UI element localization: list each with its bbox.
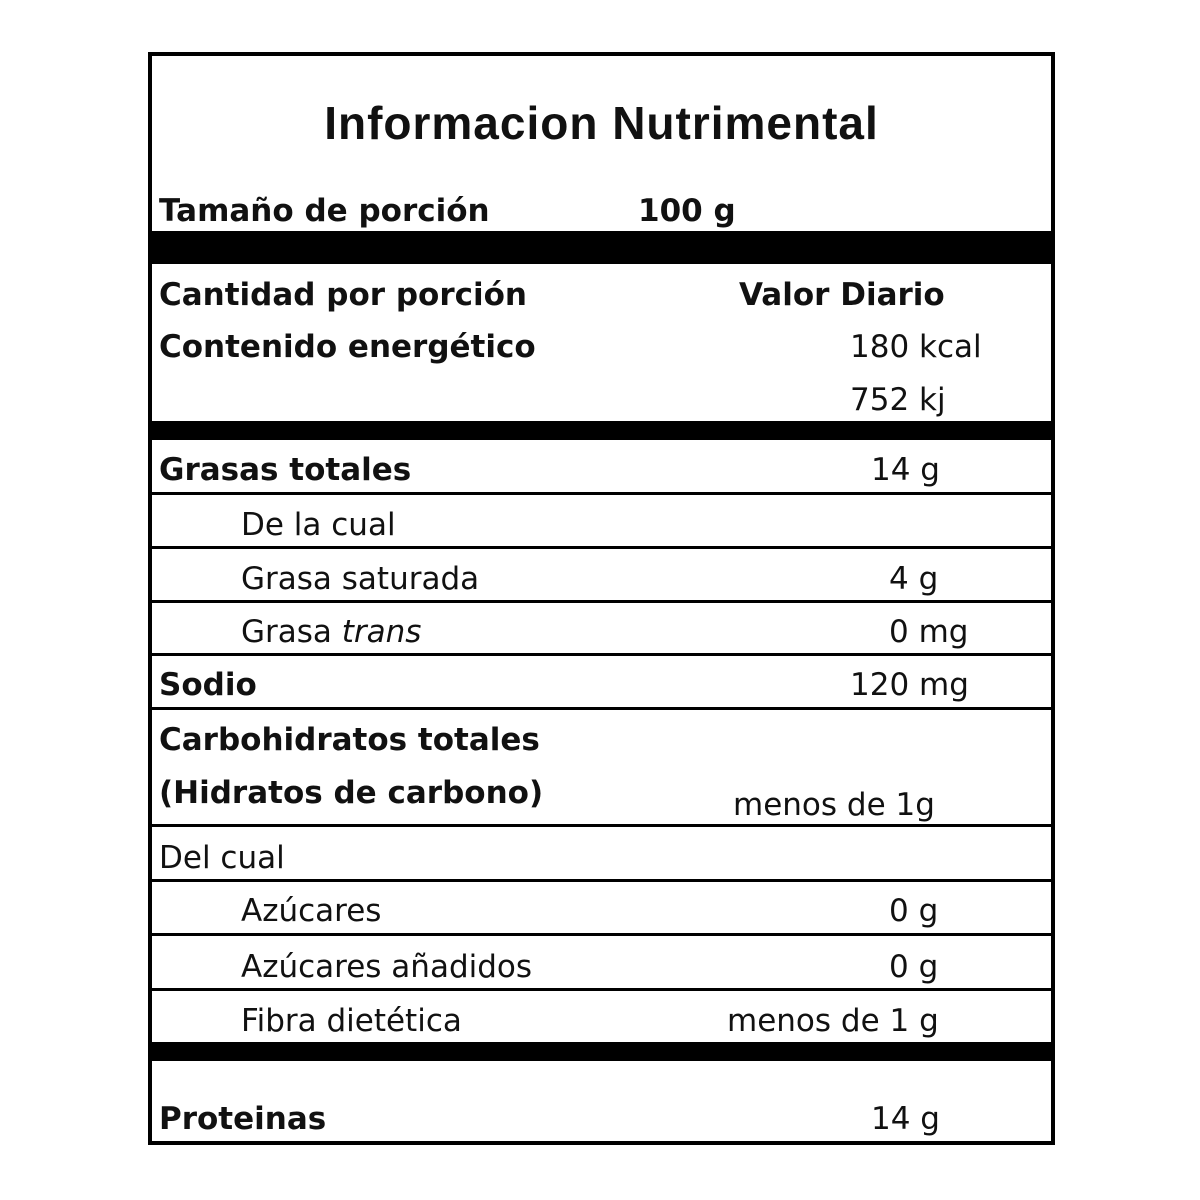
total-fat-label: Grasas totales	[159, 452, 412, 488]
sugars-value: 0 g	[889, 893, 939, 929]
energy-label: Contenido energético	[159, 329, 536, 365]
daily-value-label: Valor Diario	[739, 277, 945, 313]
row-divider	[152, 546, 1051, 549]
row-divider	[152, 933, 1051, 936]
sugars-label: Azúcares	[241, 893, 382, 929]
trans-fat-word: trans	[341, 614, 422, 650]
serving-size-label: Tamaño de porción	[159, 193, 490, 229]
sodium-label: Sodio	[159, 667, 257, 703]
total-carbs-label-line2: (Hidratos de carbono)	[159, 775, 544, 811]
thick-divider	[152, 1042, 1051, 1061]
trans-fat-label	[241, 614, 422, 650]
energy-kcal-value: 180 kcal	[850, 329, 982, 365]
saturated-fat-value: 4 g	[889, 561, 939, 597]
trans-fat-value: 0 mg	[889, 614, 969, 650]
thick-divider	[152, 231, 1051, 264]
dietary-fiber-value: menos de 1 g	[727, 1003, 939, 1039]
protein-value: 14 g	[871, 1101, 940, 1137]
total-fat-value: 14 g	[871, 452, 940, 488]
row-divider	[152, 707, 1051, 710]
row-divider	[152, 824, 1051, 827]
row-divider	[152, 600, 1051, 603]
added-sugars-label: Azúcares añadidos	[241, 949, 533, 985]
fat-of-which-label: De la cual	[241, 507, 396, 543]
row-divider	[152, 879, 1051, 882]
saturated-fat-label: Grasa saturada	[241, 561, 480, 597]
row-divider	[152, 653, 1051, 656]
total-carbs-value: menos de 1g	[733, 787, 935, 823]
dietary-fiber-label: Fibra dietética	[241, 1003, 462, 1039]
row-divider	[152, 492, 1051, 495]
total-carbs-label-line1: Carbohidratos totales	[159, 722, 540, 758]
protein-label: Proteinas	[159, 1101, 327, 1137]
serving-size-value: 100 g	[638, 193, 736, 229]
energy-kj-value: 752 kj	[850, 382, 946, 418]
nutrition-facts-label	[148, 52, 1055, 1145]
label-title: Informacion Nutrimental	[324, 97, 879, 149]
sodium-value: 120 mg	[850, 667, 969, 703]
added-sugars-value: 0 g	[889, 949, 939, 985]
trans-fat-prefix: Grasa	[241, 614, 342, 650]
amount-per-serving-label: Cantidad por porción	[159, 277, 527, 313]
carbs-of-which-label: Del cual	[159, 840, 285, 876]
thick-divider	[152, 421, 1051, 440]
row-divider	[152, 988, 1051, 991]
